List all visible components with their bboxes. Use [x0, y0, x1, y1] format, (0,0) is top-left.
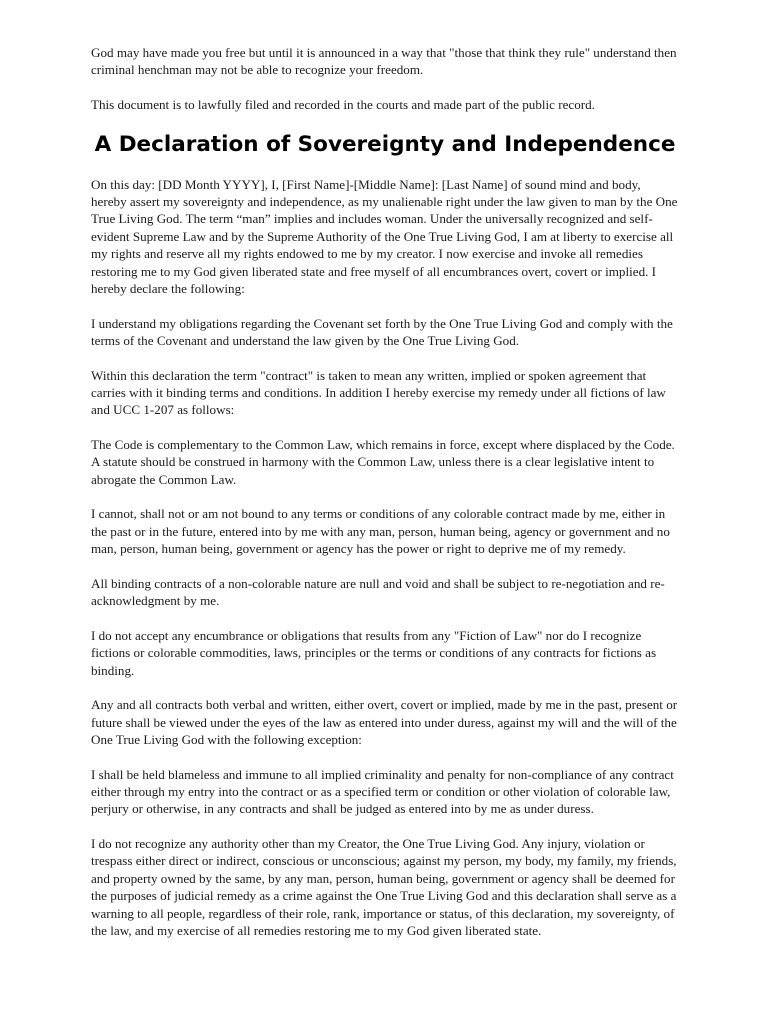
- body-paragraph: All binding contracts of a non-colorable nature are null and void and shall be subject to re-negotiation and re-acknowledgment by me.: [91, 575, 665, 609]
- body-paragraph: I do not recognize any authority other than my Creator, the One True Living God. Any injury, violation or trespass either direct or indirect, conscious or unconscious; against my person, my body, my family, my friends, and property owned by the same, by any man, person, human being, government or agency shall be deemed for the purposes of judicial remedy as a crime against the One True Living God and this declaration shall serve as a warning to all people, regardless of their role, rank, importance or status, of this declaration, my sovereignty, of the law, and my exercise of all remedies restoring me to my God given liberated state.: [91, 836, 677, 939]
- body-paragraph: I understand my obligations regarding the Covenant set forth by the One True Living God and comply with the terms of the Covenant and understand the law given by the One True Living God.: [91, 315, 673, 349]
- intro-paragraph: God may have made you free but until it is announced in a way that "those that think they rule" understand then criminal henchman may not be able to recognize your freedom.: [91, 45, 677, 78]
- body-paragraph: The Code is complementary to the Common Law, which remains in force, except where displaced by the Code. A statute should be construed in harmony with the Common Law, unless there is a clear legislative intent to abrogate the Common Law.: [91, 437, 675, 487]
- filing-note-paragraph: This document is to lawfully filed and recorded in the courts and made part of the public record.: [91, 97, 595, 112]
- body-paragraph: I shall be held blameless and immune to all implied criminality and penalty for non-compliance of any contract either through my entry into the contract or as a specified term or condition or other violation of colorable law, perjury or otherwise, in any contracts and shall be judged as entered into by me as under duress.: [91, 766, 674, 817]
- body-paragraph: Any and all contracts both verbal and written, either overt, covert or implied, made by me in the past, present or future shall be viewed under the eyes of the law as entered into under duress, against my will and the will of the One True Living God with the following exception:: [91, 697, 678, 748]
- body-paragraph: I do not accept any encumbrance or obligations that results from any "Fiction of Law" nor do I recognize fictions or colorable commodities, laws, principles or the terms or conditions of any contracts for fictions as binding.: [91, 627, 657, 678]
- document-title: A Declaration of Sovereignty and Independence: [94, 131, 676, 157]
- body-paragraph: I cannot, shall not or am not bound to any terms or conditions of any colorable contract made by me, either in the past or in the future, entered into by me with any man, person, human being, agency or government and no man, person, human being, government or agency has the power or right to deprive me of my remedy.: [91, 506, 670, 557]
- body-paragraph: On this day: [DD Month YYYY], I, [First Name]-[Middle Name]: [Last Name] of sound mind and body, hereby assert my sovereignty and independence, as my unalienable right under the law given to man by the One True Living God. The term “man” implies and includes woman. Under the universally recognized and self-evident Supreme Law and by the Supreme Authority of the One True Living God, I am at liberty to exercise all my rights and reserve all my rights endowed to me by my creator. I now exercise and invoke all remedies restoring me to my God given liberated state and free myself of all encumbrances overt, covert or implied. I hereby declare the following:: [91, 176, 678, 297]
- document-page: [91, 44, 679, 957]
- body-paragraph: Within this declaration the term "contract" is taken to mean any written, implied or spoken agreement that carries with it binding terms and conditions. In addition I hereby exercise my remedy under all fictions of law and UCC 1-207 as follows:: [91, 367, 666, 418]
